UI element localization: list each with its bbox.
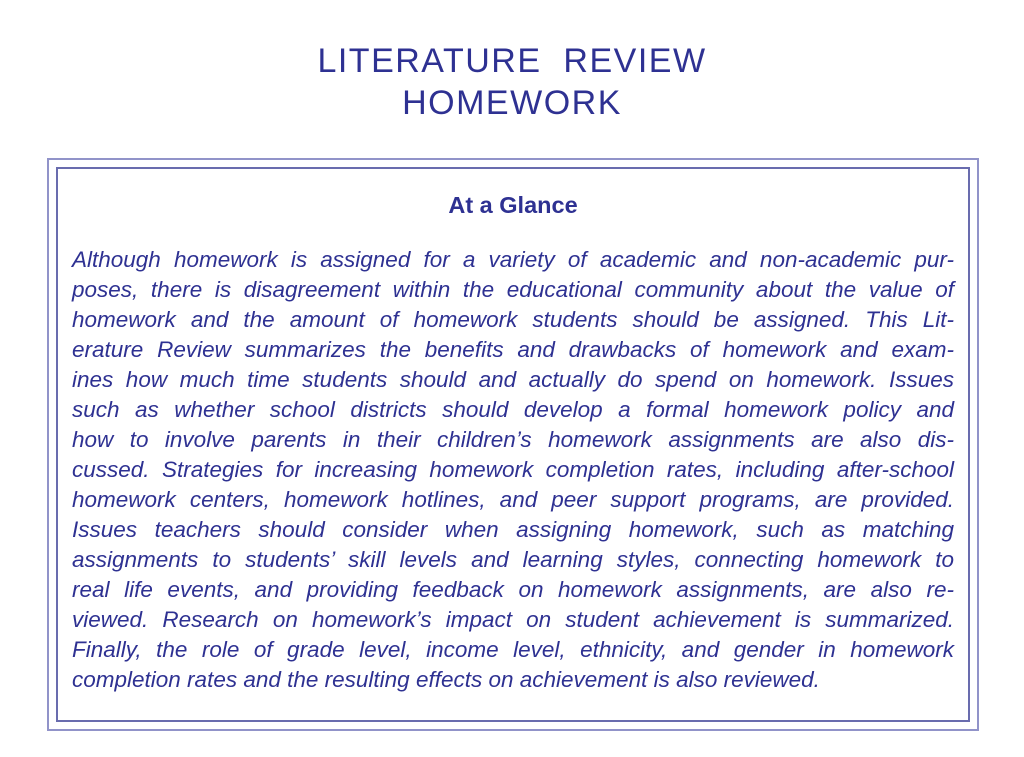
document-title-line1: LITERATURE REVIEW: [317, 42, 707, 80]
paragraph-line: ines how much time students should and actually do spend on homework. Issues: [72, 367, 954, 392]
paragraph-line: completion rates and the resulting effects on achievement is also reviewed.: [72, 667, 820, 692]
at-a-glance-heading: At a Glance: [448, 192, 578, 218]
paragraph-line: homework centers, homework hotlines, and peer support programs, are provided.: [72, 487, 954, 512]
paragraph-line: erature Review summarizes the benefits and drawbacks of homework and exam-: [72, 337, 954, 362]
paragraph-line: viewed. Research on homework’s impact on student achievement is summarized.: [72, 607, 954, 632]
paragraph-line: such as whether school districts should develop a formal homework policy and: [72, 397, 954, 422]
paragraph-line: assignments to students’ skill levels and learning styles, connecting homework to: [72, 547, 954, 572]
paragraph-line: poses, there is disagreement within the educational community about the value of: [72, 277, 954, 302]
document-title: [0, 40, 1024, 124]
paragraph-line: Issues teachers should consider when assigning homework, such as matching: [72, 517, 954, 542]
abstract-paragraph: [72, 245, 954, 695]
paragraph-line: Although homework is assigned for a variety of academic and non-academic pur-: [72, 247, 954, 272]
paragraph-line: how to involve parents in their children’s homework assignments are also dis-: [72, 427, 954, 452]
at-a-glance-box: [56, 167, 970, 722]
paragraph-line: cussed. Strategies for increasing homework completion rates, including after-school: [72, 457, 954, 482]
paragraph-line: Finally, the role of grade level, income level, ethnicity, and gender in homework: [72, 637, 954, 662]
document-title-line2: HOMEWORK: [402, 84, 622, 122]
paragraph-line: homework and the amount of homework students should be assigned. This Lit-: [72, 307, 954, 332]
at-a-glance-box-outer-border: [47, 158, 979, 731]
paragraph-line: real life events, and providing feedback on homework assignments, are also re-: [72, 577, 954, 602]
